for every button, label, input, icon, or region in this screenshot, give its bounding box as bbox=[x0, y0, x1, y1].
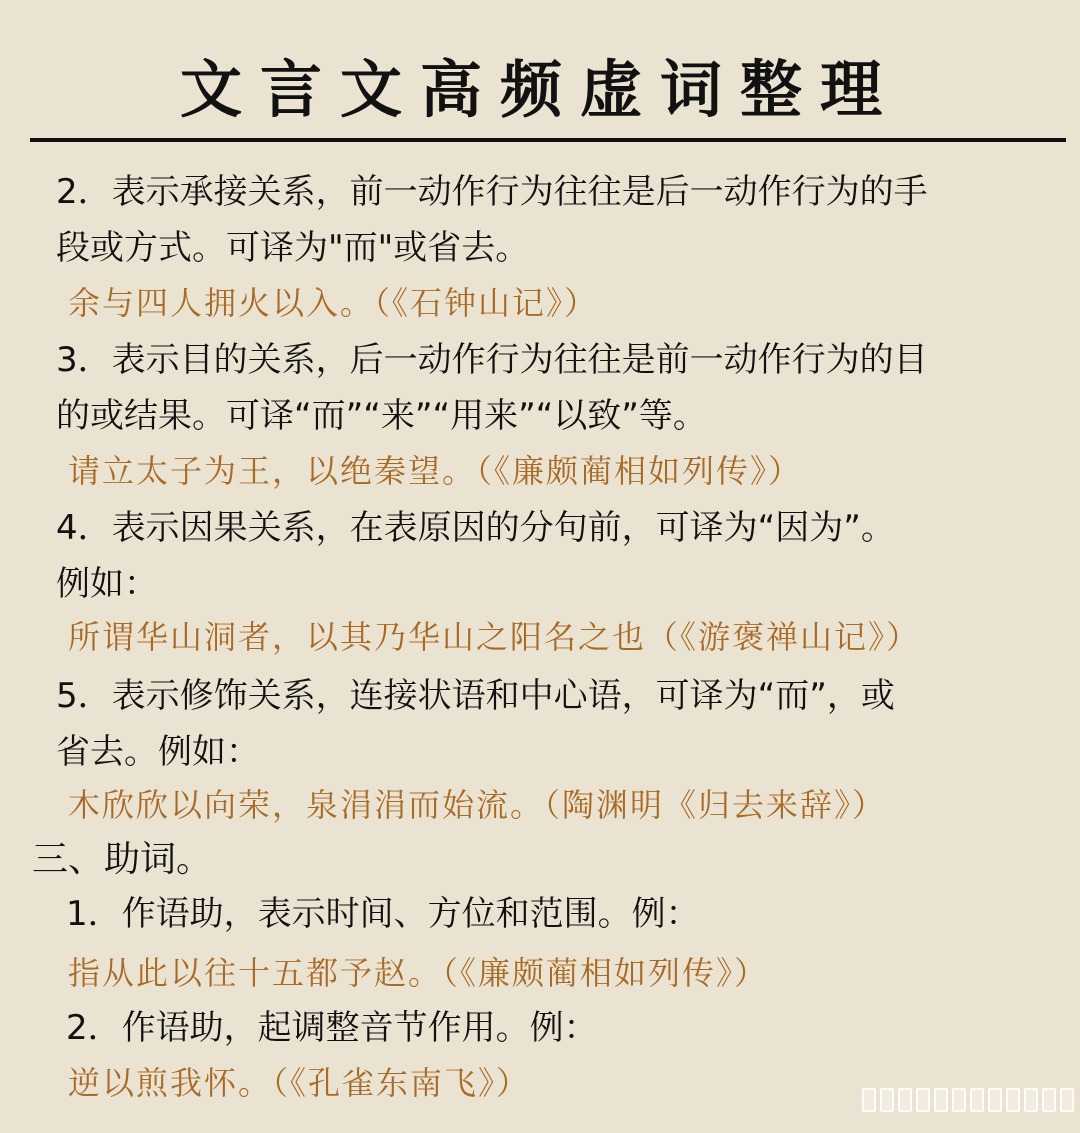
watermark-bar-icon bbox=[862, 1088, 876, 1112]
watermark-bar-icon bbox=[934, 1088, 948, 1112]
item-4-line-1: 4．表示因果关系，在表原因的分句前，可译为“因为”。 bbox=[56, 508, 895, 548]
page-title: 文言文高频虚词整理 bbox=[179, 53, 900, 126]
section-3-item-2-line: 2．作语助，起调整音节作用。例： bbox=[66, 1008, 598, 1048]
section-3-item-1-example: 指从此以往十五都予赵。（《廉颇蔺相如列传》） bbox=[68, 954, 769, 992]
item-3-line-2: 的或结果。可译“而”“来”“用来”“以致”等。 bbox=[56, 396, 707, 436]
watermark-bar-icon bbox=[898, 1088, 912, 1112]
item-5-example: 木欣欣以向荣，泉涓涓而始流。（陶渊明《归去来辞》） bbox=[68, 786, 887, 824]
item-4-example: 所谓华山洞者，以其乃华山之阳名之也（《游褒禅山记》） bbox=[68, 618, 921, 656]
watermark-bar-icon bbox=[988, 1088, 1002, 1112]
watermark-bar-icon bbox=[952, 1088, 966, 1112]
item-2-line-2: 段或方式。可译为"而"或省去。 bbox=[56, 228, 530, 268]
watermark-bar-icon bbox=[1042, 1088, 1056, 1112]
item-4-line-2: 例如： bbox=[56, 564, 158, 604]
watermark-icon bbox=[862, 1088, 1074, 1112]
section-3-item-2-example: 逆以煎我怀。（《孔雀东南飞》） bbox=[68, 1064, 531, 1102]
watermark-bar-icon bbox=[916, 1088, 930, 1112]
item-2-example: 余与四人拥火以入。（《石钟山记》） bbox=[68, 284, 599, 322]
item-5-line-1: 5．表示修饰关系，连接状语和中心语，可译为“而”，或 bbox=[56, 676, 895, 716]
item-3-line-1: 3．表示目的关系，后一动作行为往往是前一动作行为的目 bbox=[56, 340, 928, 380]
watermark-bar-icon bbox=[1024, 1088, 1038, 1112]
watermark-bar-icon bbox=[1006, 1088, 1020, 1112]
watermark-bar-icon bbox=[970, 1088, 984, 1112]
section-3-heading: 三、助词。 bbox=[32, 839, 213, 880]
item-2-line-1: 2．表示承接关系，前一动作行为往往是后一动作行为的手 bbox=[56, 172, 928, 212]
section-3-item-1-line: 1．作语助，表示时间、方位和范围。例： bbox=[66, 894, 700, 934]
item-3-example: 请立太子为王，以绝秦望。（《廉颇蔺相如列传》） bbox=[68, 452, 803, 490]
watermark-bar-icon bbox=[1060, 1088, 1074, 1112]
title-divider bbox=[30, 138, 1066, 142]
item-5-line-2: 省去。例如： bbox=[56, 732, 260, 772]
watermark-bar-icon bbox=[880, 1088, 894, 1112]
